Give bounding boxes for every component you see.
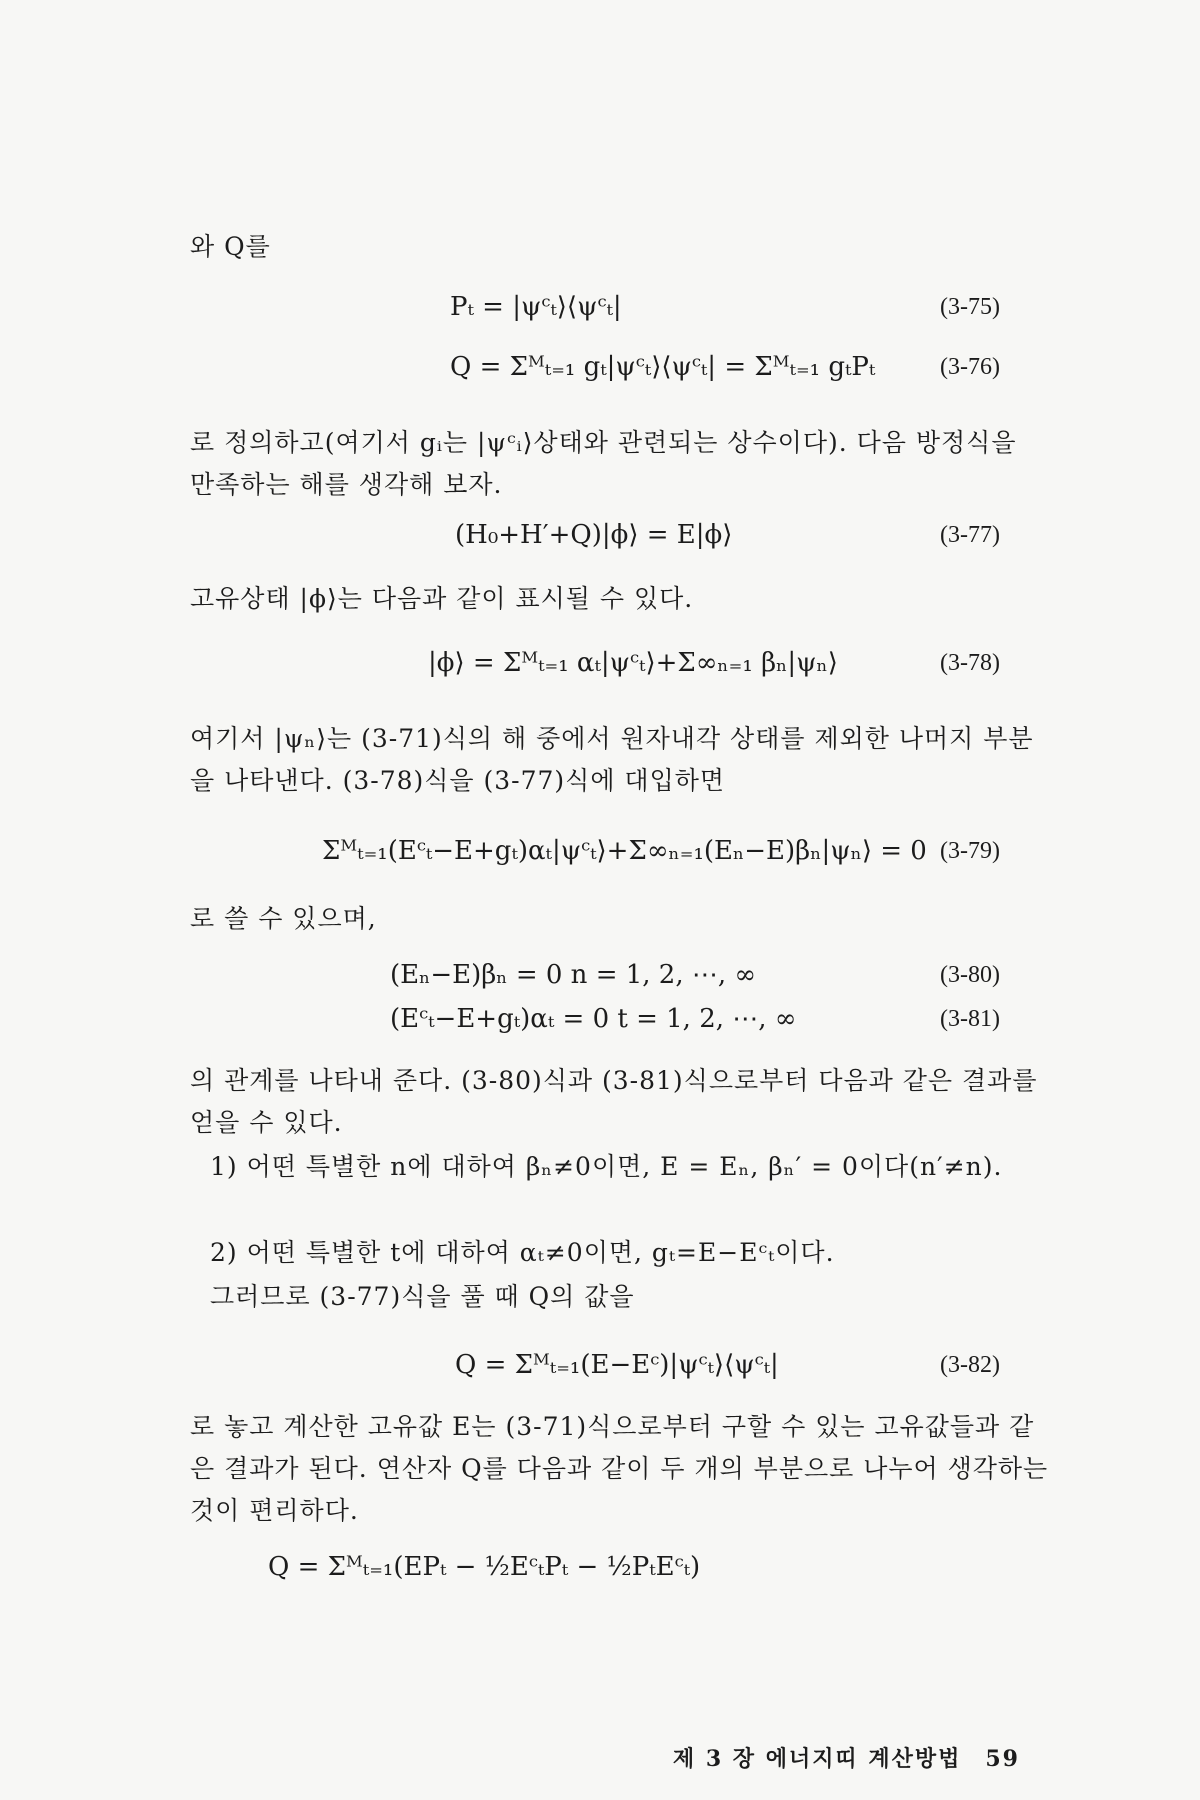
psi-n-description: 여기서 |ψₙ⟩는 (3-71)식의 해 중에서 원자내각 상태를 제외한 나머지 부분을 나타낸다. (3-78)식을 (3-77)식에 대입하면: [190, 724, 1034, 795]
equation-number-3-75: (3-75): [940, 294, 1000, 320]
result-item-1: 1) 어떤 특별한 n에 대하여 βₙ≠0이면, E = Eₙ, βₙ′ = 0이다(n′≠n).: [210, 1152, 1003, 1181]
equation-3-79: Σᴹₜ₌₁(Eᶜₜ−E+gₜ)αₜ|ψᶜₜ⟩+Σ∞ₙ₌₁(Eₙ−E)βₙ|ψₙ⟩ = 0: [322, 836, 927, 866]
chapter-title: 제 3 장 에너지띠 계산방법: [672, 1746, 962, 1772]
can-write-text: 로 쓸 수 있으며,: [190, 904, 377, 933]
equation-number-3-77: (3-77): [940, 522, 1000, 548]
equation-3-82: Q = Σᴹₜ₌₁(E−Eᶜ)|ψᶜₜ⟩⟨ψᶜₜ|: [455, 1350, 779, 1380]
equation-3-80: (Eₙ−E)βₙ = 0 n = 1, 2, ⋯, ∞: [390, 960, 757, 990]
equation-number-3-82: (3-82): [940, 1352, 1000, 1378]
page-footer: [673, 1742, 1020, 1773]
conclusion-paragraph: 로 놓고 계산한 고유값 E는 (3-71)식으로부터 구할 수 있는 고유값들과 같은 결과가 된다. 연산자 Q를 다음과 같이 두 개의 부분으로 나누어 생각하는 것이 편리하다.: [190, 1412, 1049, 1525]
definition-paragraph: 로 정의하고(여기서 gᵢ는 |ψᶜᵢ⟩상태와 관련되는 상수이다). 다음 방정식을 만족하는 해를 생각해 보자.: [190, 428, 1017, 499]
intro-text: 와 Q를: [190, 232, 271, 261]
equation-q-decomposition: Q = Σᴹₜ₌₁(EPₜ − ½EᶜₜPₜ − ½PₜEᶜₜ): [268, 1552, 701, 1582]
equation-3-75: Pₜ = |ψᶜₜ⟩⟨ψᶜₜ|: [450, 292, 622, 322]
result-item-2: 2) 어떤 특별한 t에 대하여 αₜ≠0이면, gₜ=E−Eᶜₜ이다.: [210, 1238, 835, 1267]
equation-number-3-76: (3-76): [940, 354, 1000, 380]
equation-number-3-78: (3-78): [940, 650, 1000, 676]
equation-number-3-81: (3-81): [940, 1006, 1000, 1032]
relation-paragraph: 의 관계를 나타내 준다. (3-80)식과 (3-81)식으로부터 다음과 같은 결과를 얻을 수 있다.: [190, 1066, 1038, 1137]
equation-3-76: Q = Σᴹₜ₌₁ gₜ|ψᶜₜ⟩⟨ψᶜₜ| = Σᴹₜ₌₁ gₜPₜ: [450, 352, 876, 382]
eigenstate-intro: 고유상태 |ϕ⟩는 다음과 같이 표시될 수 있다.: [190, 584, 694, 613]
equation-3-78: |ϕ⟩ = Σᴹₜ₌₁ αₜ|ψᶜₜ⟩+Σ∞ₙ₌₁ βₙ|ψₙ⟩: [428, 648, 838, 678]
equation-number-3-80: (3-80): [940, 962, 1000, 988]
equation-number-3-79: (3-79): [940, 838, 1000, 864]
equation-3-77: (H₀+H′+Q)|ϕ⟩ = E|ϕ⟩: [455, 520, 733, 550]
equation-3-81: (Eᶜₜ−E+gₜ)αₜ = 0 t = 1, 2, ⋯, ∞: [390, 1004, 797, 1034]
page-number: 59: [985, 1746, 1020, 1772]
therefore-text: 그러므로 (3-77)식을 풀 때 Q의 값을: [210, 1282, 635, 1311]
